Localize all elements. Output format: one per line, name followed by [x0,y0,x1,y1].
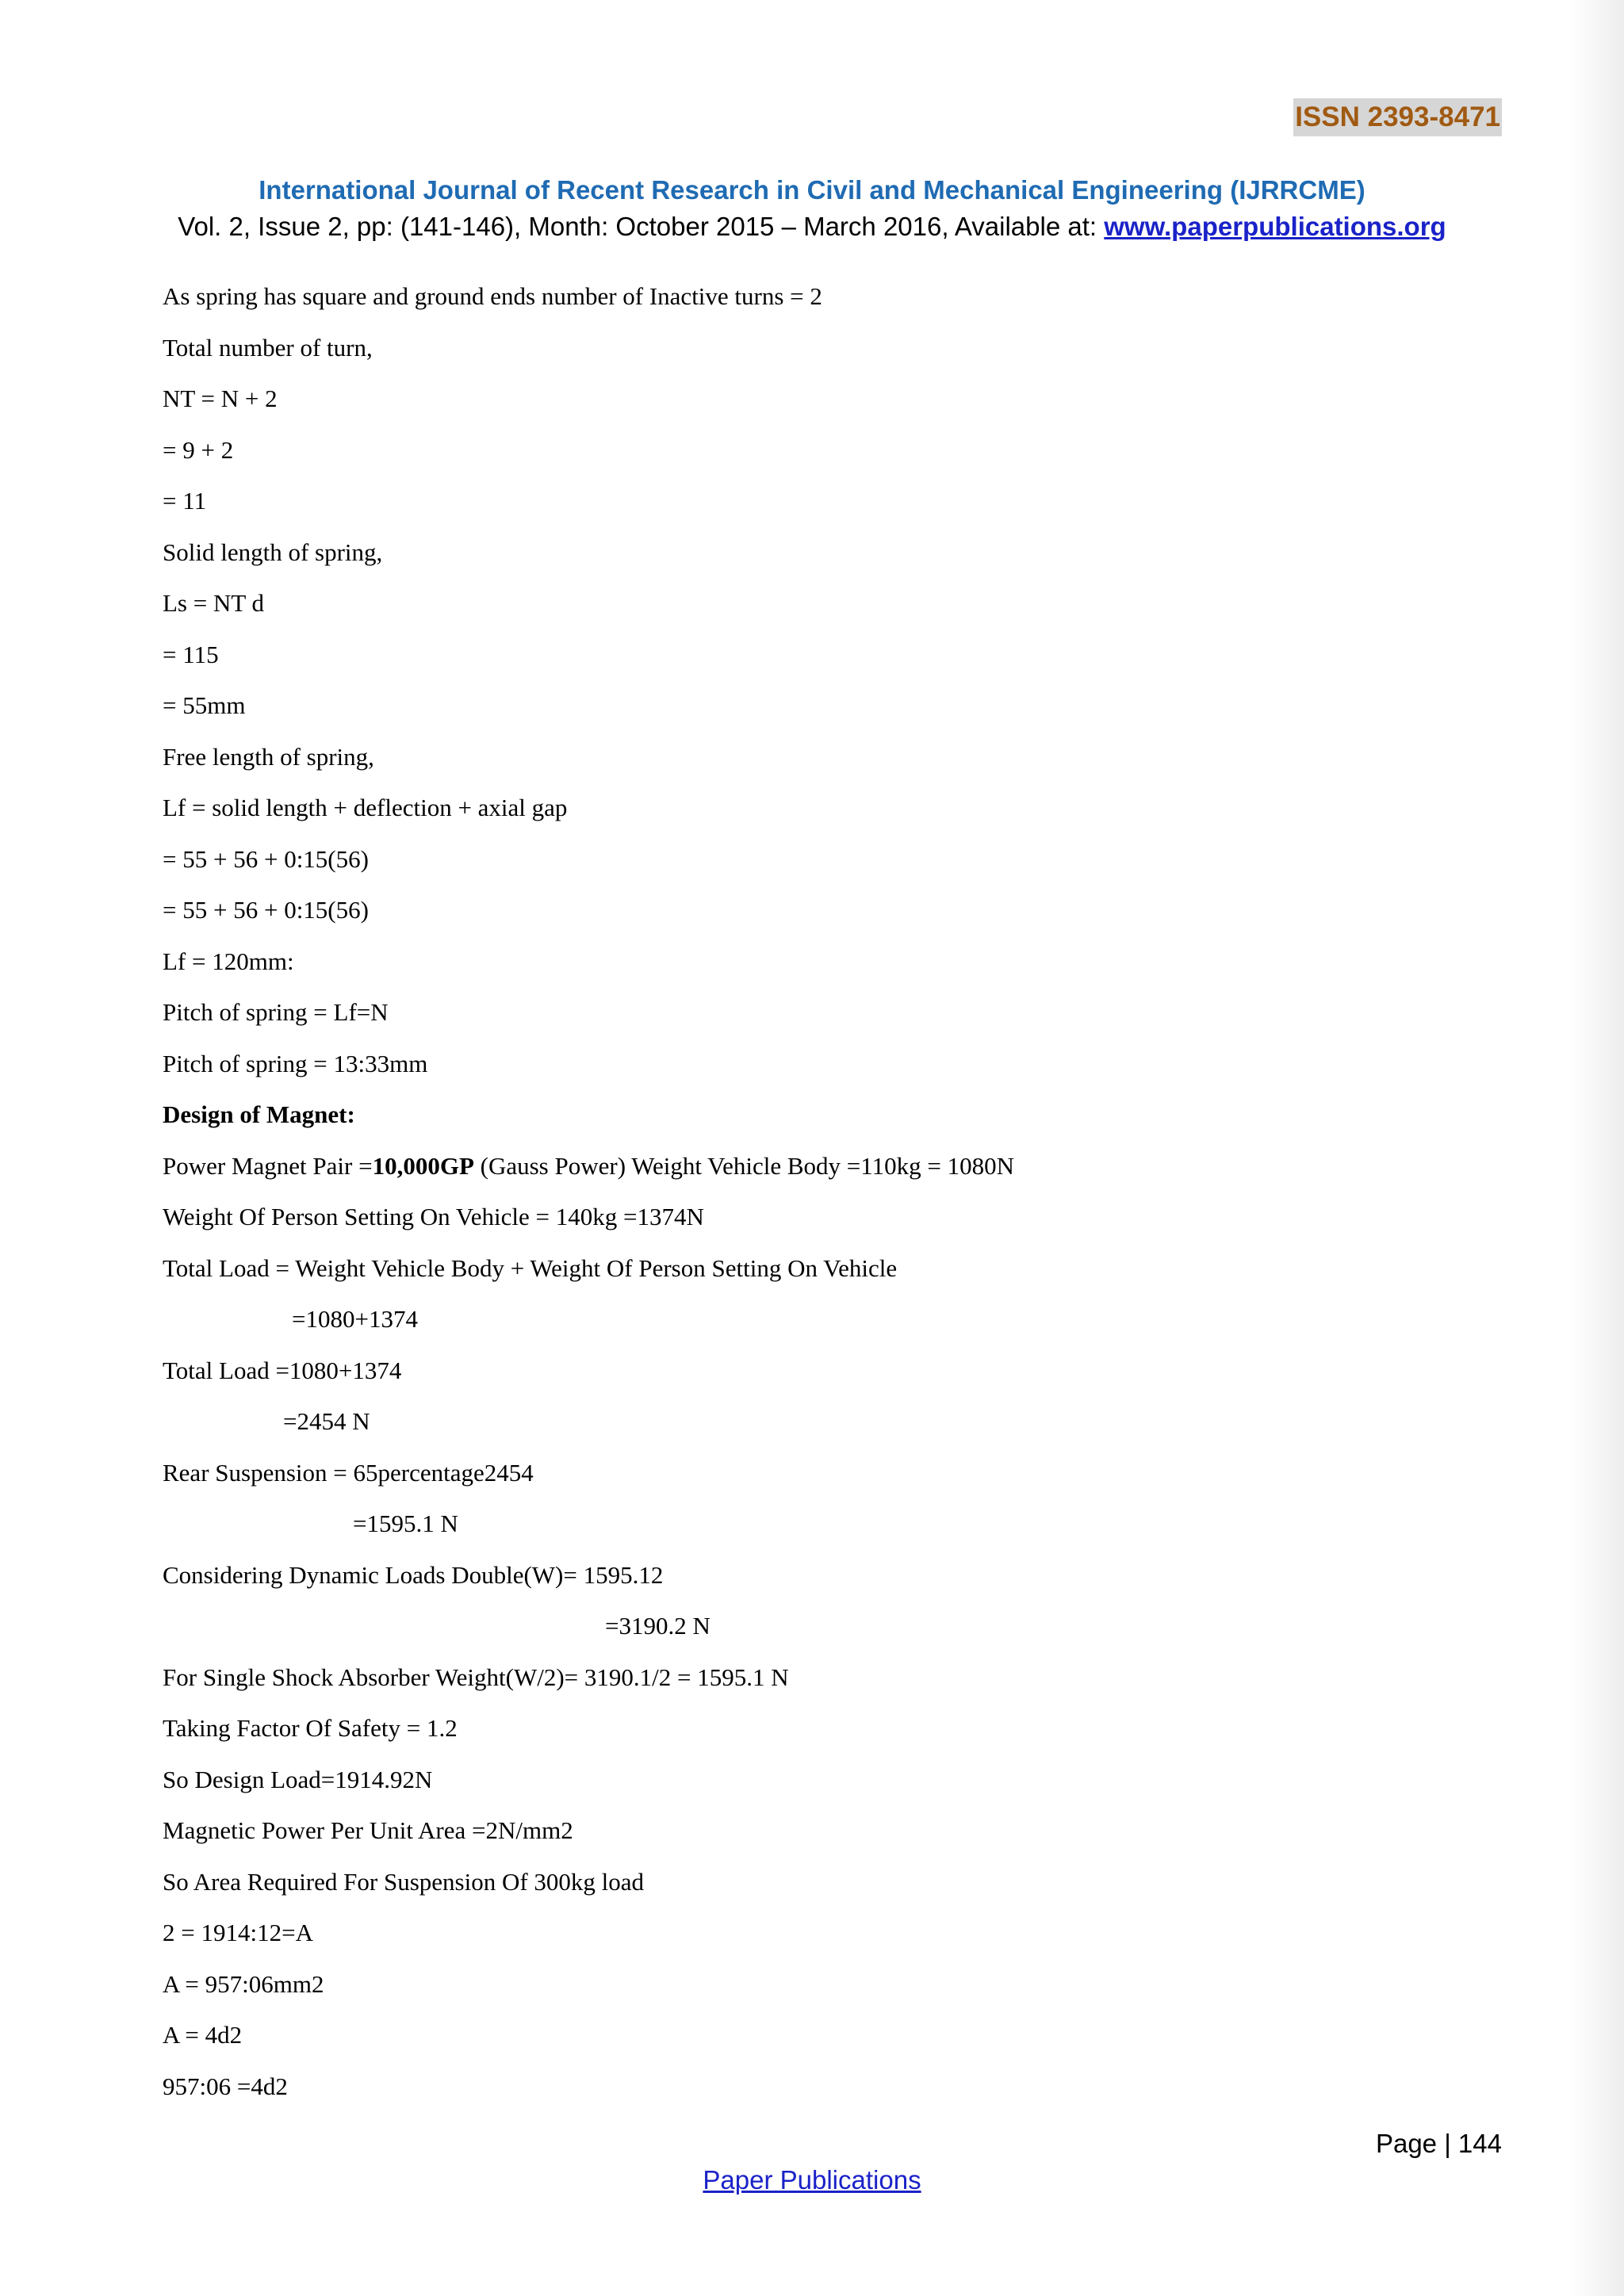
text-segment: (Gauss Power) Weight Vehicle Body =110kg = 1080N [473,1151,1014,1180]
text-line: Weight Of Person Setting On Vehicle = 140kg =1374N [163,1203,704,1230]
text-line: Free length of spring, [163,742,374,771]
equation-line: =3190.2 N [605,1612,710,1640]
equation-line: Taking Factor Of Safety = 1.2 [163,1714,458,1742]
footer [0,2163,1624,2198]
equation-line: 2 = 1914:12=A [163,1919,313,1946]
equation-line: Lf = solid length + deflection + axial gap [163,794,568,821]
equation-line: Total Load =1080+1374 [163,1356,402,1384]
section-heading-text: Design of Magnet: [163,1100,355,1128]
text-line: Total Load = Weight Vehicle Body + Weight Of Person Setting On Vehicle [163,1253,898,1282]
equation-line: 957:06 =4d2 [163,2072,288,2100]
text-line: So Area Required For Suspension Of 300kg load [163,1867,645,1896]
equation-line: Ls = NT d [163,589,264,617]
journal-website-link[interactable]: www.paperpublications.org [1104,212,1446,241]
paper-body [163,279,1511,2120]
journal-title: International Journal of Recent Research in Civil and Mechanical Engineering (IJRRCME) [259,175,1365,205]
text-line [163,1149,1511,1200]
text-segment: Power Magnet Pair = [163,1151,373,1180]
equation-line: Lf = 120mm: [163,947,294,975]
equation-line: = 55mm [163,691,246,719]
equation-line: = 115 [163,640,219,668]
text-line: Total number of turn, [163,333,373,362]
equation-line: =1080+1374 [292,1305,418,1333]
equation-line: Rear Suspension = 65percentage2454 [163,1458,534,1487]
equation-line: Pitch of spring = 13:33mm [163,1049,428,1077]
equation-line: = 9 + 2 [163,435,234,464]
page-edge-shade [1568,0,1624,2296]
equation-line: =2454 N [283,1407,370,1435]
page-number: Page | 144 [1375,2129,1502,2158]
equation-line: NT = N + 2 [163,385,278,412]
equation-line: Considering Dynamic Loads Double(W)= 1595.12 [163,1560,664,1589]
equation-line: = 55 + 56 + 0:15(56) [163,896,369,924]
issn-label: ISSN 2393-8471 [1293,98,1502,136]
bold-value: 10,000GP [372,1151,474,1180]
section-heading [163,1097,1511,1149]
equation-line: Magnetic Power Per Unit Area =2N/mm2 [163,1816,573,1844]
equation-line: = 11 [163,487,207,515]
text-line: As spring has square and ground ends number of Inactive turns = 2 [163,282,822,310]
equation-line: A = 4d2 [163,2021,243,2049]
equation-line: So Design Load=1914.92N [163,1765,433,1793]
journal-info-text: Vol. 2, Issue 2, pp: (141-146), Month: October 2015 – March 2016, Available at: [178,212,1105,241]
equation-line: = 55 + 56 + 0:15(56) [163,844,369,873]
equation-line: =1595.1 N [353,1510,458,1537]
equation-line: A = 957:06mm2 [163,1969,324,1998]
equation-line: Pitch of spring = Lf=N [163,998,389,1026]
text-line: Solid length of spring, [163,538,383,566]
journal-info [0,209,1624,244]
publisher-link[interactable]: Paper Publications [703,2165,921,2195]
equation-line: For Single Shock Absorber Weight(W/2)= 3190.1/2 = 1595.1 N [163,1663,789,1691]
